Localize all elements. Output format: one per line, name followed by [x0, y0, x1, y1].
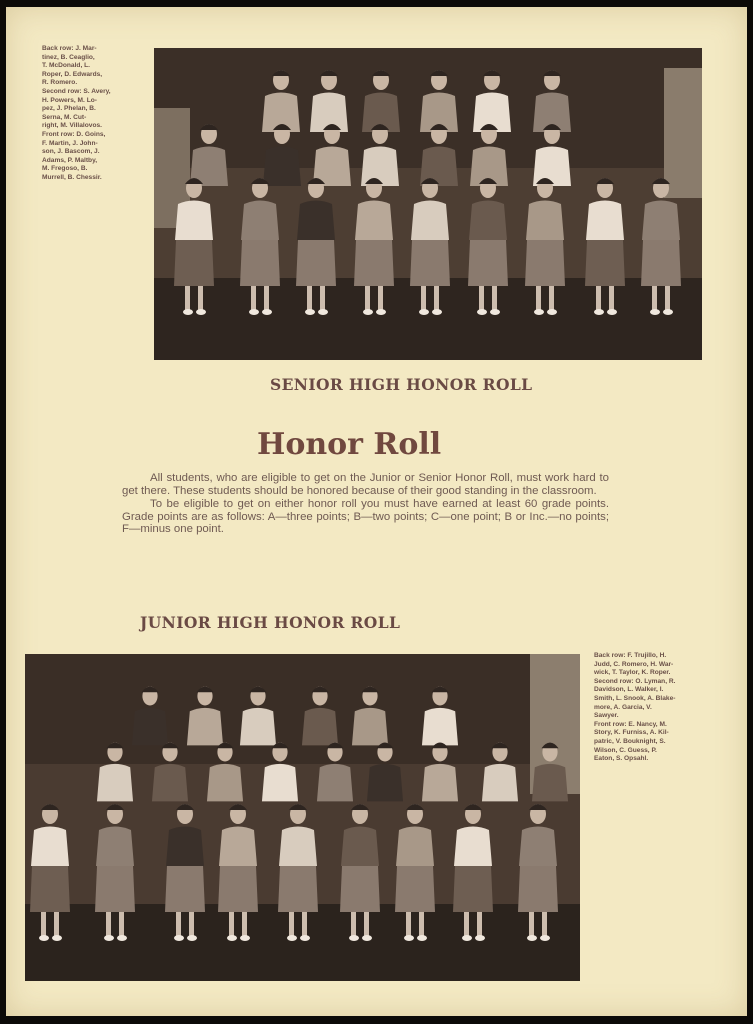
- caption-line: pez, J. Phelan, B.: [42, 105, 96, 113]
- body-text: [122, 472, 609, 537]
- caption-line: Front row: D. Goins,: [42, 130, 106, 138]
- senior-photo-art: [154, 48, 702, 360]
- caption-line: Story, K. Furniss, A. Kil-: [594, 729, 669, 737]
- caption-line: tinez, B. Ceaglio,: [42, 53, 95, 61]
- senior-section-title: SENIOR HIGH HONOR ROLL: [270, 375, 533, 394]
- senior-caption: [42, 45, 139, 183]
- caption-line: son, J. Bascom, J.: [42, 148, 100, 156]
- paragraph-1: All students, who are eligible to get on the Junior or Senior Honor Roll, must work hard to get there. These students should be honored because of their good standing in the classroom.: [122, 472, 609, 497]
- caption-line: T. McDonald, L.: [42, 62, 90, 70]
- caption-line: Eaton, S. Opsahl.: [594, 755, 649, 763]
- caption-line: Front row: E. Nancy, M.: [594, 720, 667, 728]
- junior-photo-art: [25, 654, 580, 981]
- caption-line: more, A. Garcia, V.: [594, 703, 652, 711]
- caption-line: H. Powers, M. Lo-: [42, 96, 97, 104]
- caption-line: Murrell, B. Chessir.: [42, 173, 102, 181]
- junior-caption: [594, 652, 726, 764]
- caption-line: Second row: S. Avery,: [42, 87, 111, 95]
- paragraph-2: To be eligible to get on either honor roll you must have earned at least 60 grade points. Grade points are as follows: A—three points; B—two points; C—one point; B or Inc.—no points; F—minus one point.: [122, 498, 609, 536]
- page-title: Honor Roll: [257, 427, 442, 462]
- caption-line: Serna, M. Cut-: [42, 113, 87, 121]
- caption-line: wick, T. Taylor, K. Roper.: [594, 669, 671, 677]
- caption-line: patric, V. Bouknight, S.: [594, 737, 666, 745]
- caption-line: Second row: O. Lyman, R.: [594, 677, 676, 685]
- caption-line: F. Martin, J. John-: [42, 139, 98, 147]
- caption-line: Wilson, C. Guess, P.: [594, 746, 657, 754]
- caption-line: Sawyer.: [594, 712, 619, 720]
- caption-line: Judd, C. Romero, H. War-: [594, 660, 674, 668]
- caption-line: right, M. Villalovos.: [42, 122, 102, 130]
- caption-line: Smith, L. Snook, A. Blake-: [594, 694, 676, 702]
- senior-honor-roll-photo: [154, 48, 702, 360]
- caption-line: Adams, P. Maltby,: [42, 156, 98, 164]
- caption-line: Back row: F. Trujillo, H.: [594, 652, 667, 659]
- caption-line: R. Romero.: [42, 79, 78, 87]
- junior-honor-roll-photo: [25, 654, 580, 981]
- caption-line: Davidson, L. Walker, I.: [594, 686, 664, 694]
- yearbook-page: [6, 7, 747, 1016]
- junior-section-title: JUNIOR HIGH HONOR ROLL: [140, 613, 401, 632]
- caption-line: Back row: J. Mar-: [42, 45, 97, 52]
- caption-line: Roper, D. Edwards,: [42, 70, 103, 78]
- caption-line: M. Fregoso, B.: [42, 165, 88, 173]
